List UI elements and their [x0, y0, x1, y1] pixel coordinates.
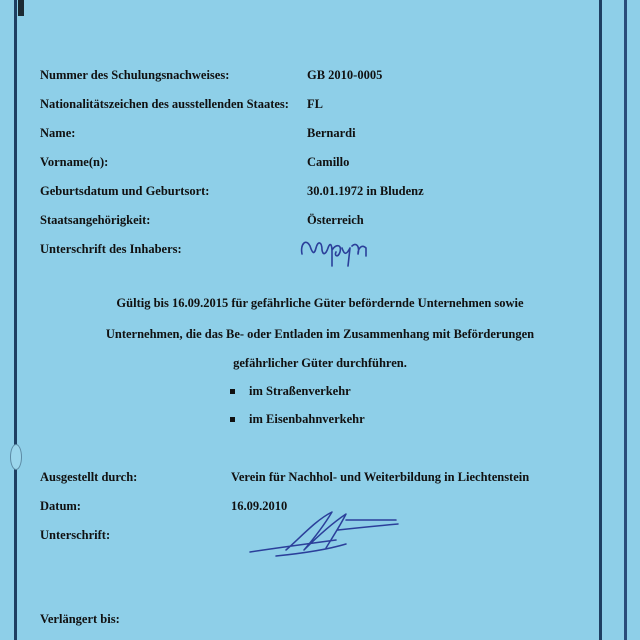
issued-by-label: Ausgestellt durch:: [40, 470, 138, 484]
bullet-label: im Straßenverkehr: [249, 384, 351, 398]
validity-line-1: Gültig bis 16.09.2015 für gefährliche Güter befördernde Unternehmen sowie: [116, 296, 524, 310]
validity-line-2: Unternehmen, die das Be- oder Entladen im Zusammenhang mit Beförderungen: [105, 327, 535, 341]
field-value-birth-date-place: 30.01.1972 in Bludenz: [307, 184, 424, 198]
field-value-nationality-sign: FL: [307, 97, 323, 111]
field-label-surname: Name:: [40, 126, 76, 140]
bullet-label: im Eisenbahnverkehr: [249, 412, 365, 426]
date-label: Datum:: [40, 499, 81, 513]
issuer-signature-label: Unterschrift:: [40, 528, 111, 542]
field-label-nationality-sign: Nationalitätszeichen des ausstellenden Staates:: [40, 97, 289, 111]
bullet-rail-transport: [230, 412, 365, 427]
bullet-icon: [230, 417, 235, 422]
cropped-heading: [52, 0, 592, 7]
bullet-icon: [230, 389, 235, 394]
field-label-citizenship: Staatsangehörigkeit:: [40, 213, 151, 227]
issued-by-value: Verein für Nachhol- und Weiterbildung in Liechtenstein: [231, 470, 530, 484]
field-label-holder-signature: Unterschrift des Inhabers:: [40, 242, 182, 256]
field-value-surname: Bernardi: [307, 126, 356, 140]
issuer-signature: [246, 500, 406, 570]
holder-signature: [296, 232, 376, 270]
field-value-first-names: Camillo: [307, 155, 350, 169]
field-label-first-names: Vorname(n):: [40, 155, 109, 169]
field-label-birth-date-place: Geburtsdatum und Geburtsort:: [40, 184, 210, 198]
validity-line-3: gefährlicher Güter durchführen.: [233, 356, 407, 370]
field-value-citizenship: Österreich: [307, 213, 364, 227]
hole-punch: [10, 444, 22, 470]
field-value-certificate-number: GB 2010-0005: [307, 68, 383, 82]
corner-mark: [18, 0, 24, 16]
bullet-road-transport: [230, 384, 351, 399]
field-label-certificate-number: Nummer des Schulungsnachweises:: [40, 68, 230, 82]
page-edge: [620, 0, 640, 640]
date-value: 16.09.2010: [231, 499, 288, 513]
renewed-until-label: Verlängert bis:: [40, 612, 120, 626]
